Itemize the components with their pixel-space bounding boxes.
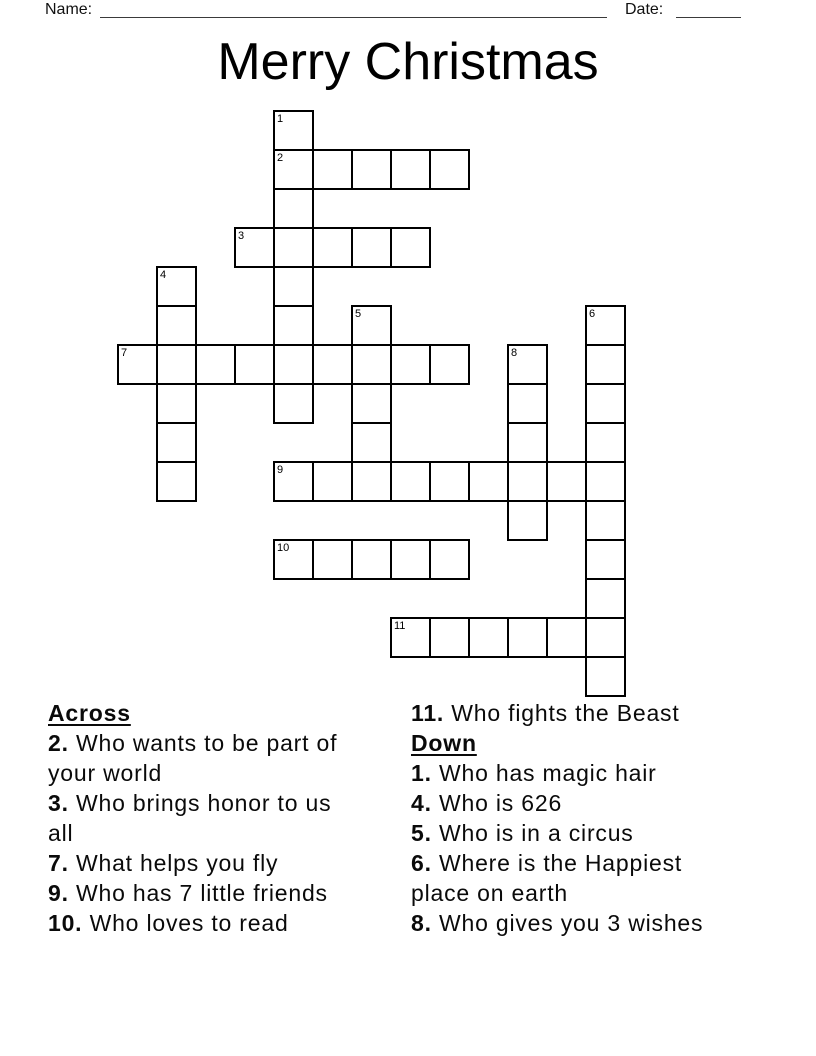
crossword-cell-4[interactable] [156,266,197,307]
clues-left-column [48,698,388,938]
clue-6-cont: place on earth [411,880,568,906]
cell-number-8: 8 [511,347,518,359]
clue-9: 9. Who has 7 little friends [48,880,328,906]
crossword-cell[interactable] [429,149,470,190]
crossword-cell-11[interactable] [390,617,431,658]
clue-number-6: 6. [411,850,432,876]
crossword-cell[interactable] [546,461,587,502]
crossword-cell-1[interactable] [273,110,314,151]
crossword-cell[interactable] [585,500,626,541]
crossword-cell[interactable] [351,149,392,190]
clue-number-11: 11. [411,700,445,726]
across-header: Across [48,700,131,726]
crossword-cell[interactable] [273,266,314,307]
crossword-cell[interactable] [585,422,626,463]
crossword-cell[interactable] [351,344,392,385]
crossword-cell[interactable] [585,383,626,424]
crossword-cell[interactable] [156,305,197,346]
cell-number-9: 9 [277,464,284,476]
clue-7: 7. What helps you fly [48,850,279,876]
clues-right-column [411,698,771,938]
clue-3: 3. Who brings honor to us [48,790,332,816]
crossword-cell[interactable] [234,344,275,385]
crossword-cell[interactable] [312,344,353,385]
crossword-cell[interactable] [507,617,548,658]
crossword-cell[interactable] [507,500,548,541]
crossword-cell[interactable] [351,461,392,502]
crossword-cell[interactable] [585,344,626,385]
crossword-cell[interactable] [585,461,626,502]
clue-number-5: 5. [411,820,432,846]
crossword-cell[interactable] [273,383,314,424]
crossword-cell[interactable] [507,461,548,502]
crossword-cell[interactable] [195,344,236,385]
crossword-cell[interactable] [156,461,197,502]
clue-10: 10. Who loves to read [48,910,289,936]
crossword-cell[interactable] [351,383,392,424]
clue-6: 6. Where is the Happiest [411,850,683,876]
crossword-cell-8[interactable] [507,344,548,385]
crossword-cell[interactable] [429,617,470,658]
crossword-cell[interactable] [507,383,548,424]
cell-number-3: 3 [238,230,245,242]
cell-number-2: 2 [277,152,284,164]
crossword-cell[interactable] [273,305,314,346]
crossword-cell[interactable] [273,344,314,385]
crossword-cell[interactable] [429,461,470,502]
clue-number-3: 3. [48,790,69,816]
crossword-cell[interactable] [273,227,314,268]
crossword-cell[interactable] [390,539,431,580]
crossword-cell-9[interactable] [273,461,314,502]
across-section-line [48,698,388,728]
down-header: Down [411,730,477,756]
crossword-cell[interactable] [585,578,626,619]
clue-number-4: 4. [411,790,432,816]
crossword-cell[interactable] [351,539,392,580]
clue-number-8: 8. [411,910,432,936]
crossword-cell-6[interactable] [585,305,626,346]
crossword-cell[interactable] [351,227,392,268]
cell-number-4: 4 [160,269,167,281]
crossword-cell[interactable] [585,617,626,658]
crossword-cell[interactable] [312,227,353,268]
crossword-cell[interactable] [429,539,470,580]
clue-2: 2. Who wants to be part of [48,730,338,756]
crossword-cell[interactable] [312,461,353,502]
down-section-line [411,728,771,758]
crossword-cell[interactable] [390,227,431,268]
crossword-cell[interactable] [468,461,509,502]
date-label: Date: [625,1,664,18]
clue-4: 4. Who is 626 [411,790,563,816]
crossword-cell-5[interactable] [351,305,392,346]
clue-2-cont: your world [48,760,163,786]
crossword-cell[interactable] [585,539,626,580]
cell-number-5: 5 [355,308,362,320]
name-blank-line[interactable] [100,0,607,18]
clue-1: 1. Who has magic hair [411,760,657,786]
clue-5: 5. Who is in a circus [411,820,634,846]
crossword-cell[interactable] [585,656,626,697]
clue-number-1: 1. [411,760,432,786]
crossword-cell[interactable] [468,617,509,658]
crossword-cell-7[interactable] [117,344,158,385]
crossword-cell[interactable] [156,344,197,385]
crossword-cell[interactable] [507,422,548,463]
clue-number-2: 2. [48,730,69,756]
cell-number-6: 6 [589,308,596,320]
page-title: Merry Christmas [217,33,599,91]
clue-number-9: 9. [48,880,69,906]
crossword-cell[interactable] [156,383,197,424]
date-blank-line[interactable] [676,0,741,18]
crossword-cell[interactable] [390,149,431,190]
name-label: Name: [45,1,93,18]
crossword-cell-2[interactable] [273,149,314,190]
cell-number-11: 11 [394,620,406,632]
crossword-cell-3[interactable] [234,227,275,268]
crossword-cell[interactable] [273,188,314,229]
crossword-cell-10[interactable] [273,539,314,580]
clue-11: 11. Who fights the Beast [411,700,680,726]
clue-8: 8. Who gives you 3 wishes [411,910,704,936]
cell-number-10: 10 [277,542,290,554]
crossword-cell[interactable] [390,461,431,502]
clue-3-cont: all [48,820,74,846]
crossword-cell[interactable] [156,422,197,463]
crossword-cell[interactable] [312,539,353,580]
crossword-cell[interactable] [312,149,353,190]
cell-number-1: 1 [277,113,284,125]
crossword-cell[interactable] [546,617,587,658]
clue-number-7: 7. [48,850,69,876]
crossword-cell[interactable] [351,422,392,463]
clue-number-10: 10. [48,910,83,936]
crossword-cell[interactable] [429,344,470,385]
crossword-cell[interactable] [390,344,431,385]
cell-number-7: 7 [121,347,128,359]
